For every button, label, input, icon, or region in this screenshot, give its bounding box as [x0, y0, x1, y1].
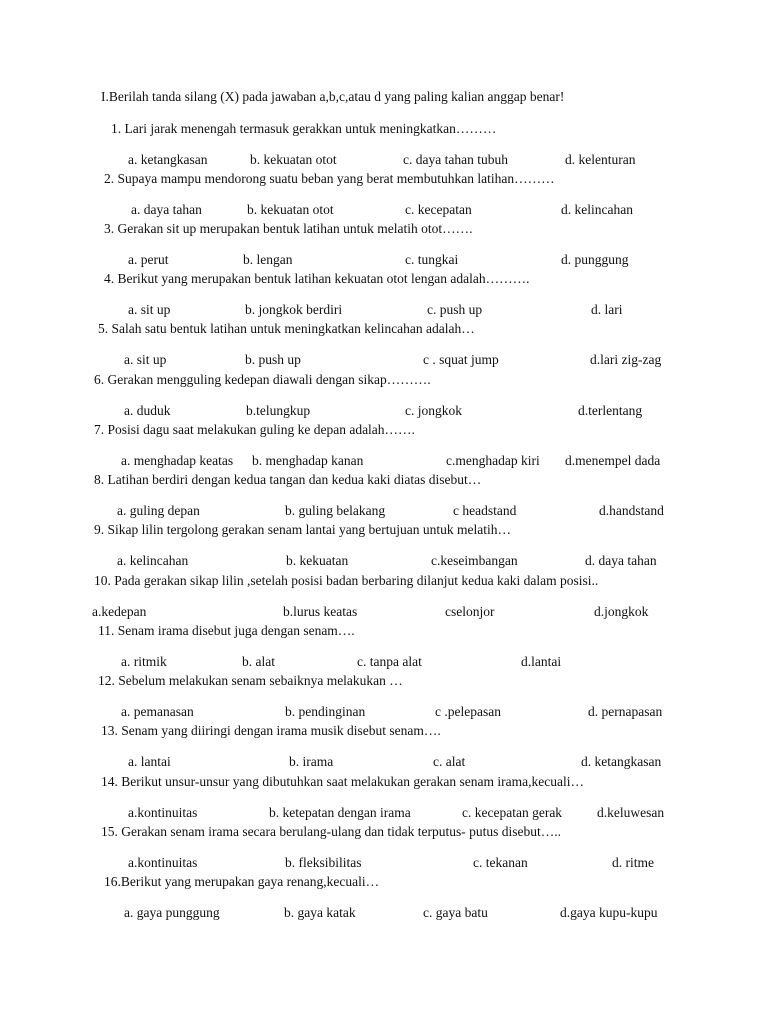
- question-11-option-c[interactable]: c. tanpa alat: [357, 654, 422, 669]
- question-14-option-b[interactable]: b. ketepatan dengan irama: [269, 805, 411, 820]
- question-10-option-a[interactable]: a.kedepan: [92, 604, 147, 619]
- question-1-option-d[interactable]: d. kelenturan: [565, 152, 636, 167]
- question-11-option-b[interactable]: b. alat: [242, 654, 275, 669]
- question-7-option-b[interactable]: b. menghadap kanan: [252, 453, 364, 468]
- question-15-option-b[interactable]: b. fleksibilitas: [285, 855, 362, 870]
- question-3-option-d[interactable]: d. punggung: [561, 252, 629, 267]
- question-8-option-b[interactable]: b. guling belakang: [285, 503, 386, 518]
- question-2-option-c[interactable]: c. kecepatan: [405, 202, 472, 217]
- question-16-text: 16.Berikut yang merupakan gaya renang,kecuali…: [104, 874, 380, 889]
- instruction-text: I.Berilah tanda silang (X) pada jawaban a,b,c,atau d yang paling kalian anggap benar!: [101, 89, 565, 104]
- question-10-option-d[interactable]: d.jongkok: [594, 604, 649, 619]
- question-11-option-d[interactable]: d.lantai: [521, 654, 562, 669]
- question-14-option-c[interactable]: c. kecepatan gerak: [462, 805, 563, 820]
- question-6-option-b[interactable]: b.telungkup: [246, 403, 311, 418]
- question-12-option-d[interactable]: d. pernapasan: [588, 704, 663, 719]
- question-9-option-d[interactable]: d. daya tahan: [585, 553, 657, 568]
- question-3-option-a[interactable]: a. perut: [128, 252, 169, 267]
- question-2-text: 2. Supaya mampu mendorong suatu beban yang berat membutuhkan latihan………: [104, 171, 555, 186]
- question-9-option-c[interactable]: c.keseimbangan: [431, 553, 518, 568]
- question-2-option-d[interactable]: d. kelincahan: [561, 202, 633, 217]
- question-4-option-a[interactable]: a. sit up: [128, 302, 171, 317]
- question-2-option-a[interactable]: a. daya tahan: [131, 202, 202, 217]
- question-6-option-a[interactable]: a. duduk: [124, 403, 171, 418]
- question-11-option-a[interactable]: a. ritmik: [121, 654, 167, 669]
- question-5-option-a[interactable]: a. sit up: [124, 352, 167, 367]
- question-12-text: 12. Sebelum melakukan senam sebaiknya melakukan …: [98, 673, 403, 688]
- question-15-option-c[interactable]: c. tekanan: [473, 855, 528, 870]
- question-8-text: 8. Latihan berdiri dengan kedua tangan dan kedua kaki diatas disebut…: [94, 472, 482, 487]
- question-12-option-c[interactable]: c .pelepasan: [435, 704, 501, 719]
- question-12-option-b[interactable]: b. pendinginan: [285, 704, 366, 719]
- question-12-option-a[interactable]: a. pemanasan: [121, 704, 194, 719]
- question-8-option-c[interactable]: c headstand: [453, 503, 517, 518]
- question-10-text: 10. Pada gerakan sikap lilin ,setelah posisi badan berbaring dilanjut kedua kaki dalam posisi..: [94, 573, 599, 588]
- question-1-option-a[interactable]: a. ketangkasan: [128, 152, 208, 167]
- question-10-option-c[interactable]: cselonjor: [445, 604, 495, 619]
- question-9-option-b[interactable]: b. kekuatan: [286, 553, 349, 568]
- question-9-text: 9. Sikap lilin tergolong gerakan senam lantai yang bertujuan untuk melatih…: [94, 522, 512, 537]
- question-16-option-a[interactable]: a. gaya punggung: [124, 905, 220, 920]
- question-1-text: 1. Lari jarak menengah termasuk gerakkan untuk meningkatkan………: [111, 121, 497, 136]
- question-11-text: 11. Senam irama disebut juga dengan senam….: [98, 623, 355, 638]
- question-13-option-c[interactable]: c. alat: [433, 754, 466, 769]
- question-2-option-b[interactable]: b. kekuatan otot: [247, 202, 334, 217]
- question-15-option-d[interactable]: d. ritme: [612, 855, 654, 870]
- question-5-option-d[interactable]: d.lari zig-zag: [590, 352, 662, 367]
- question-6-text: 6. Gerakan mengguling kedepan diawali dengan sikap……….: [94, 372, 431, 387]
- question-16-option-b[interactable]: b. gaya katak: [284, 905, 356, 920]
- question-5-option-c[interactable]: c . squat jump: [423, 352, 499, 367]
- question-3-option-c[interactable]: c. tungkai: [405, 252, 459, 267]
- question-14-text: 14. Berikut unsur-unsur yang dibutuhkan saat melakukan gerakan senam irama,kecuali…: [101, 774, 584, 789]
- question-13-option-b[interactable]: b. irama: [289, 754, 334, 769]
- question-6-option-c[interactable]: c. jongkok: [405, 403, 462, 418]
- question-3-option-b[interactable]: b. lengan: [243, 252, 293, 267]
- question-8-option-d[interactable]: d.handstand: [599, 503, 664, 518]
- question-15-option-a[interactable]: a.kontinuitas: [128, 855, 198, 870]
- question-4-text: 4. Berikut yang merupakan bentuk latihan kekuatan otot lengan adalah……….: [104, 271, 530, 286]
- question-14-option-a[interactable]: a.kontinuitas: [128, 805, 198, 820]
- question-4-option-d[interactable]: d. lari: [591, 302, 623, 317]
- question-14-option-d[interactable]: d.keluwesan: [597, 805, 665, 820]
- question-5-text: 5. Salah satu bentuk latihan untuk meningkatkan kelincahan adalah…: [98, 321, 475, 336]
- question-4-option-b[interactable]: b. jongkok berdiri: [245, 302, 343, 317]
- question-15-text: 15. Gerakan senam irama secara berulang-ulang dan tidak terputus- putus disebut…..: [101, 824, 561, 839]
- question-7-option-a[interactable]: a. menghadap keatas: [121, 453, 234, 468]
- question-7-text: 7. Posisi dagu saat melakukan guling ke depan adalah…….: [94, 422, 415, 437]
- question-6-option-d[interactable]: d.terlentang: [578, 403, 643, 418]
- question-16-option-c[interactable]: c. gaya batu: [423, 905, 488, 920]
- question-10-option-b[interactable]: b.lurus keatas: [283, 604, 358, 619]
- question-7-option-c[interactable]: c.menghadap kiri: [446, 453, 540, 468]
- question-9-option-a[interactable]: a. kelincahan: [117, 553, 189, 568]
- question-13-option-d[interactable]: d. ketangkasan: [581, 754, 662, 769]
- question-5-option-b[interactable]: b. push up: [245, 352, 301, 367]
- question-3-text: 3. Gerakan sit up merupakan bentuk latihan untuk melatih otot…….: [104, 221, 473, 236]
- question-16-option-d[interactable]: d.gaya kupu-kupu: [560, 905, 658, 920]
- question-1-option-b[interactable]: b. kekuatan otot: [250, 152, 337, 167]
- question-13-option-a[interactable]: a. lantai: [128, 754, 171, 769]
- question-4-option-c[interactable]: c. push up: [427, 302, 483, 317]
- question-8-option-a[interactable]: a. guling depan: [117, 503, 200, 518]
- question-13-text: 13. Senam yang diiringi dengan irama musik disebut senam….: [101, 723, 441, 738]
- question-7-option-d[interactable]: d.menempel dada: [565, 453, 661, 468]
- question-1-option-c[interactable]: c. daya tahan tubuh: [403, 152, 508, 167]
